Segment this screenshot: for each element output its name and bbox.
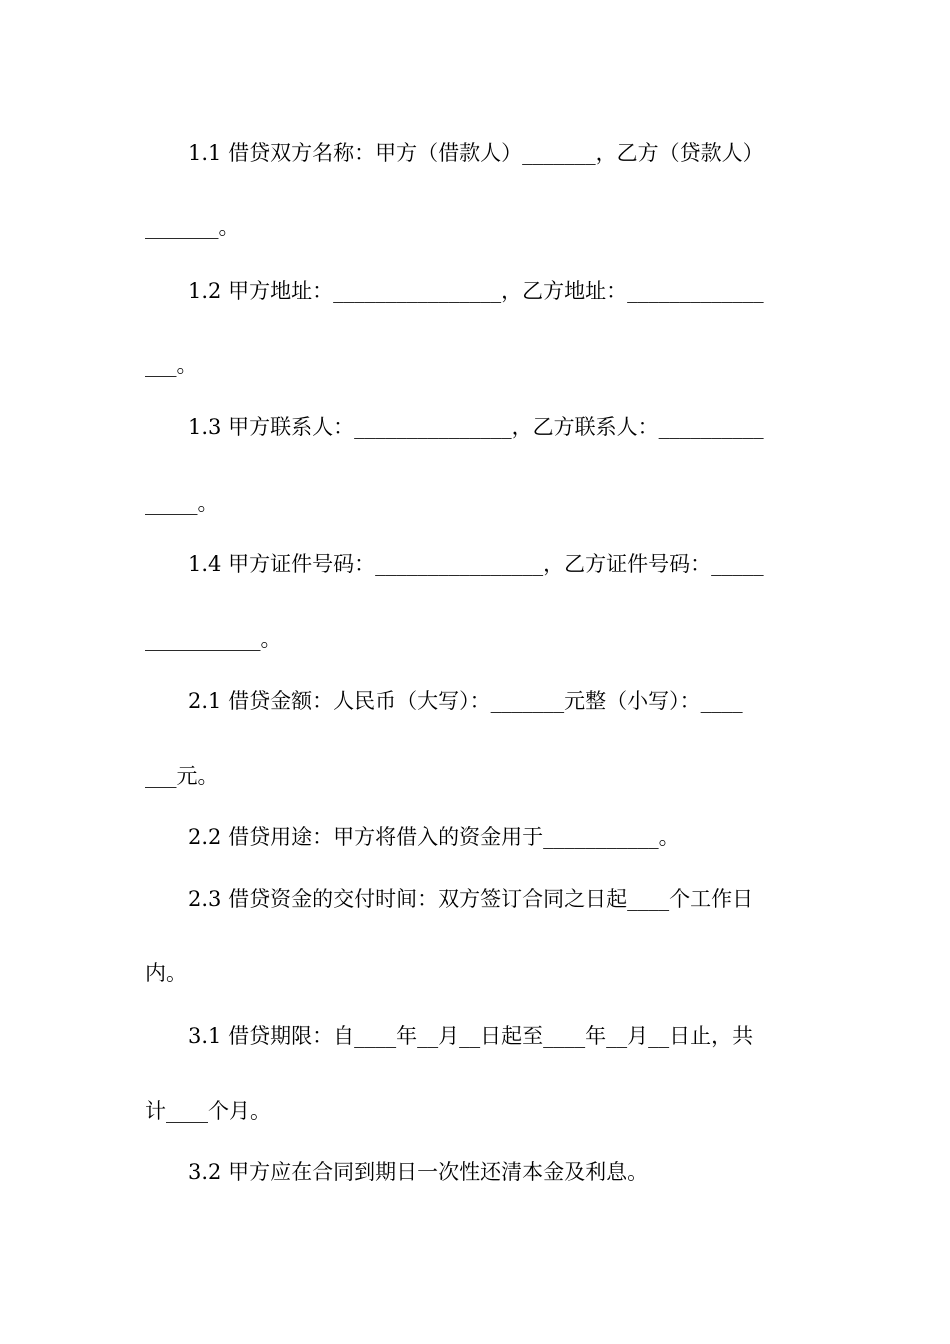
clause-3-2: 3.2 甲方应在合同到期日一次性还清本金及利息。 (188, 1160, 649, 1184)
clause-2-1: 2.1 借贷金额：人民币（大写）：_______元整（小写）：____ (188, 689, 743, 713)
clause-1-3: 1.3 甲方联系人：_______________，乙方联系人：__________ (188, 415, 764, 439)
clause-1-2-continued: ___。 (145, 353, 198, 377)
clause-1-4-continued: ___________。 (145, 627, 282, 651)
clause-2-3-continued: 内。 (145, 961, 187, 985)
clause-1-1-continued: _______。 (145, 215, 240, 239)
clause-1-2: 1.2 甲方地址：________________，乙方地址：_____________ (188, 279, 764, 303)
clause-1-3-continued: _____。 (145, 491, 219, 515)
clause-3-1-continued: 计____个月。 (145, 1099, 271, 1123)
clause-1-4: 1.4 甲方证件号码：________________，乙方证件号码：_____ (188, 552, 764, 576)
clause-3-1: 3.1 借贷期限：自____年__月__日起至____年__月__日止，共 (188, 1024, 754, 1048)
clause-2-3: 2.3 借贷资金的交付时间：双方签订合同之日起____个工作日 (188, 887, 754, 911)
clause-2-1-continued: ___元。 (145, 764, 219, 788)
clause-2-2: 2.2 借贷用途：甲方将借入的资金用于___________。 (188, 825, 680, 849)
clause-1-1: 1.1 借贷双方名称：甲方（借款人）_______，乙方（贷款人） (188, 141, 764, 165)
